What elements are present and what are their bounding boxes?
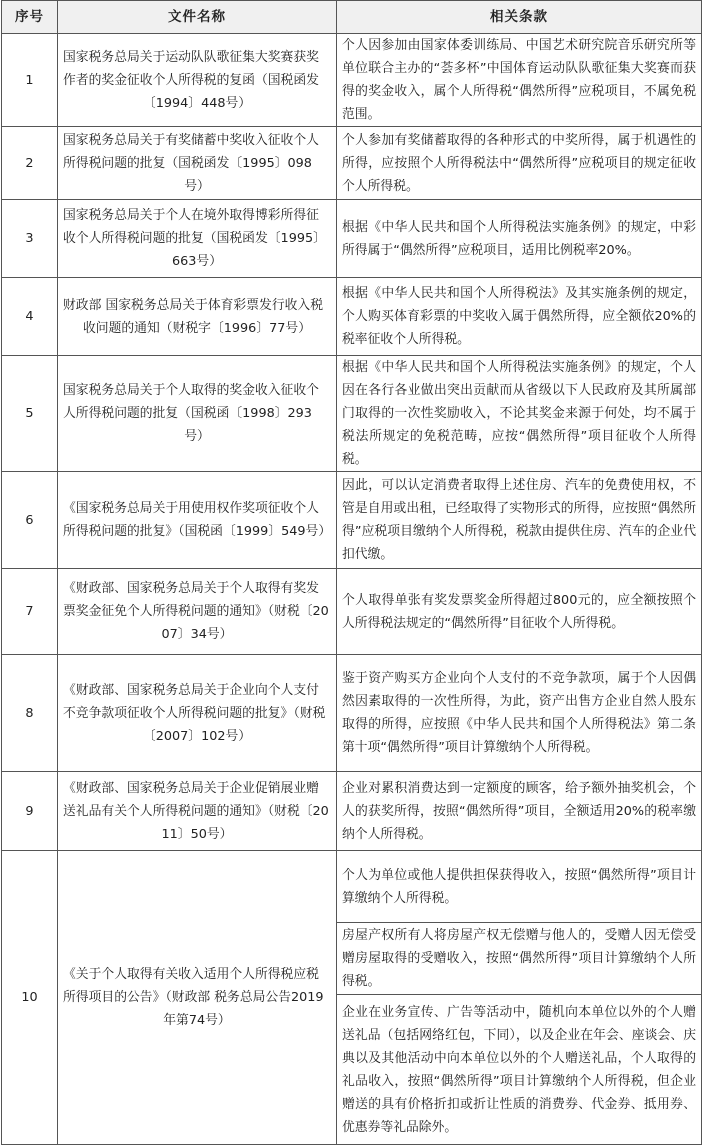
clause-text: 房屋产权所有人将房屋产权无偿赠与他人的，受赠人因无偿受赠房屋取得的受赠收入，按照“偶然所得”项目计算缴纳个人所得税。	[337, 923, 702, 995]
document-title: 《财政部、国家税务总局关于企业促销展业赠送礼品有关个人所得税问题的通知》（财税〔2011〕50号）	[58, 772, 337, 851]
row-number: 7	[2, 569, 58, 655]
row-number: 10	[2, 851, 58, 1145]
table-row	[2, 772, 702, 851]
clause-text: 个人取得单张有奖发票奖金所得超过800元的，应全额按照个人所得税法规定的“偶然所得”目征收个人所得税。	[337, 569, 702, 655]
clause-text: 个人因参加由国家体委训练局、中国艺术研究院音乐研究所等单位联合主办的“荟多杯”中国体育运动队队歌征集大奖赛而获得的奖金收入，属个人所得税“偶然所得”应税项目，不属免税范围。	[337, 34, 702, 127]
header-num: 序号	[2, 1, 58, 34]
header-title: 文件名称	[58, 1, 337, 34]
header-clause: 相关条款	[337, 1, 702, 34]
clause-text: 个人参加有奖储蓄取得的各种形式的中奖所得，属于机遇性的所得，应按照个人所得税法中“偶然所得”应税项目的规定征收个人所得税。	[337, 127, 702, 200]
table-body	[2, 34, 702, 1145]
clause-text: 根据《中华人民共和国个人所得税法》及其实施条例的规定，个人购买体育彩票的中奖收入属于偶然所得，应全额依20%的税率征收个人所得税。	[337, 278, 702, 356]
document-title: 《财政部、国家税务总局关于企业向个人支付不竞争款项征收个人所得税问题的批复》（财税〔2007〕102号）	[58, 655, 337, 772]
clause-text: 根据《中华人民共和国个人所得税法实施条例》的规定，个人因在各行各业做出突出贡献而从省级以下人民政府及其所属部门取得的一次性奖励收入，不论其奖金来源于何处，均不属于税法所规定的免税范畴，应按“偶然所得”项目征收个人所得税。	[337, 356, 702, 472]
row-number: 1	[2, 34, 58, 127]
table-row	[2, 655, 702, 772]
header-row	[2, 1, 702, 34]
document-title: 《国家税务总局关于用使用权作奖项征收个人所得税问题的批复》（国税函〔1999〕549号）	[58, 472, 337, 569]
row-number: 9	[2, 772, 58, 851]
document-title: 财政部 国家税务总局关于体育彩票发行收入税收问题的通知（财税字〔1996〕77号）	[58, 278, 337, 356]
clause-text: 因此，可以认定消费者取得上述住房、汽车的免费使用权，不管是自用或出租，已经取得了实物形式的所得，应按照“偶然所得”应税项目缴纳个人所得税，税款由提供住房、汽车的企业代扣代缴。	[337, 472, 702, 569]
document-title: 国家税务总局关于个人取得的奖金收入征收个人所得税问题的批复（国税函〔1998〕293号）	[58, 356, 337, 472]
table-row	[2, 200, 702, 278]
tax-clause-table	[1, 0, 702, 1145]
document-title: 《财政部、国家税务总局关于个人取得有奖发票奖金征免个人所得税问题的通知》（财税〔2007〕34号）	[58, 569, 337, 655]
table-row	[2, 127, 702, 200]
table-row	[2, 569, 702, 655]
table-row	[2, 34, 702, 127]
table-row	[2, 472, 702, 569]
table-row	[2, 278, 702, 356]
row-number: 4	[2, 278, 58, 356]
document-title: 国家税务总局关于运动队队歌征集大奖赛获奖作者的奖金征收个人所得税的复函（国税函发〔1994〕448号）	[58, 34, 337, 127]
table-row	[2, 356, 702, 472]
clause-text: 企业对累积消费达到一定额度的顾客，给予额外抽奖机会，个人的获奖所得，按照“偶然所得”项目，全额适用20%的税率缴纳个人所得税。	[337, 772, 702, 851]
clause-text: 个人为单位或他人提供担保获得收入，按照“偶然所得”项目计算缴纳个人所得税。	[337, 851, 702, 923]
document-title: 《关于个人取得有关收入适用个人所得税应税所得项目的公告》（财政部 税务总局公告2019年第74号）	[58, 851, 337, 1145]
table-row	[2, 851, 702, 923]
row-number: 5	[2, 356, 58, 472]
clause-text: 根据《中华人民共和国个人所得税法实施条例》的规定，中彩所得属于“偶然所得”应税项目，适用比例税率20%。	[337, 200, 702, 278]
row-number: 3	[2, 200, 58, 278]
document-title: 国家税务总局关于个人在境外取得博彩所得征收个人所得税问题的批复（国税函发〔1995〕663号）	[58, 200, 337, 278]
row-number: 8	[2, 655, 58, 772]
clause-text: 企业在业务宣传、广告等活动中，随机向本单位以外的个人赠送礼品（包括网络红包，下同），以及企业在年会、座谈会、庆典以及其他活动中向本单位以外的个人赠送礼品，个人取得的礼品收入，按照“偶然所得”项目计算缴纳个人所得税，但企业赠送的具有价格折扣或折让性质的消费券、代金券、抵用券、优惠券等礼品除外。	[337, 995, 702, 1145]
document-title: 国家税务总局关于有奖储蓄中奖收入征收个人所得税问题的批复（国税函发〔1995〕098号）	[58, 127, 337, 200]
row-number: 6	[2, 472, 58, 569]
row-number: 2	[2, 127, 58, 200]
clause-text: 鉴于资产购买方企业向个人支付的不竞争款项，属于个人因偶然因素取得的一次性所得，为此，资产出售方企业自然人股东取得的所得，应按照《中华人民共和国个人所得税法》第二条第十项“偶然所得”项目计算缴纳个人所得税。	[337, 655, 702, 772]
